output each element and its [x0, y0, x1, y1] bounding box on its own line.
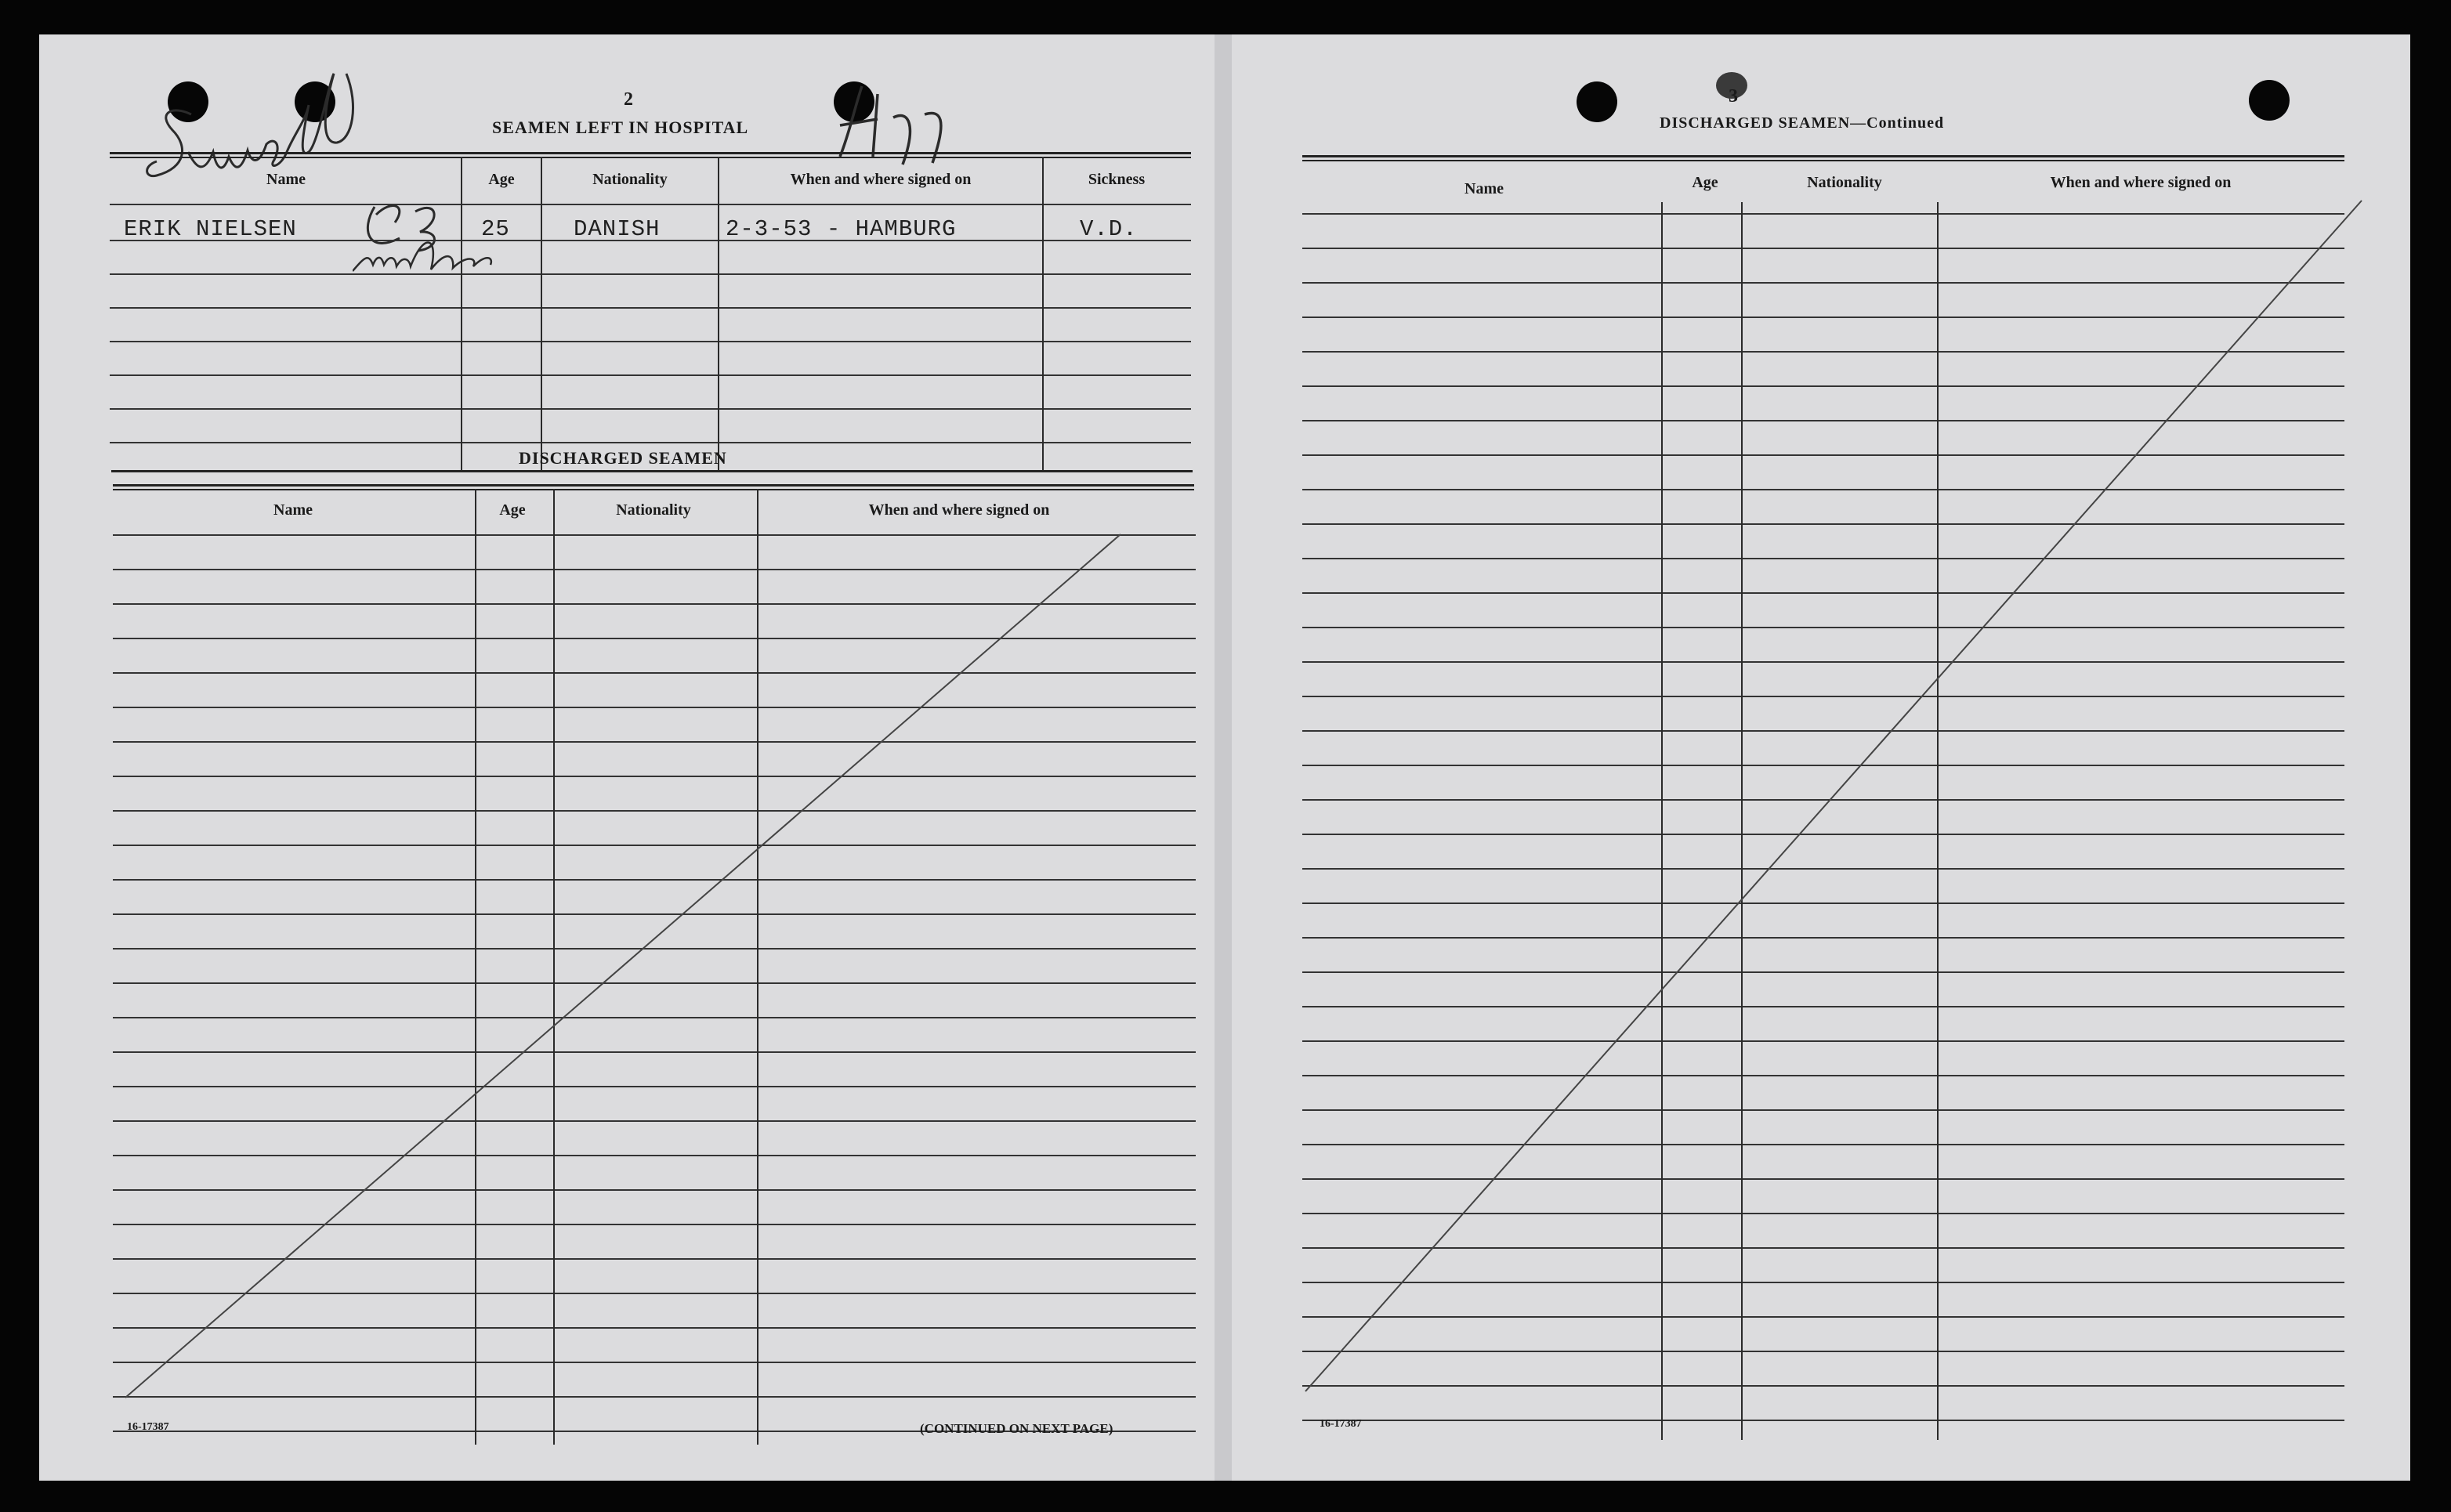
cancellation-stroke	[1232, 34, 2410, 1481]
hospital-section-title: SEAMEN LEFT IN HOSPITAL	[492, 118, 749, 137]
right-page	[1232, 34, 2410, 1481]
discharged-section-title: DISCHARGED SEAMEN	[519, 448, 727, 468]
hospital-row-signed-on: 2-3-53 - HAMBURG	[726, 216, 957, 242]
handwriting-text: Sunadale	[141, 58, 144, 59]
continued-header-name: Name	[1464, 180, 1504, 197]
form-number: 16-17387	[127, 1421, 169, 1433]
cancellation-stroke	[39, 34, 1215, 1481]
page-number: 2	[624, 89, 633, 110]
hospital-row-age: 25	[481, 216, 510, 242]
form-number: 16-17387	[1320, 1418, 1362, 1430]
discharged-header-signed-on: When and where signed on	[868, 501, 1050, 519]
hospital-row-name: ERIK NIELSEN	[124, 216, 297, 242]
page-gutter	[1215, 34, 1232, 1481]
continued-header-age: Age	[1692, 174, 1718, 191]
page-number: 3	[1729, 86, 1738, 107]
continued-note: (CONTINUED ON NEXT PAGE)	[920, 1421, 1113, 1436]
discharged-header-name: Name	[273, 501, 313, 519]
continued-header-signed-on: When and where signed on	[2050, 174, 2232, 191]
discharged-header-nationality: Nationality	[616, 501, 691, 519]
hospital-row-sickness: V.D.	[1080, 216, 1138, 242]
column-header-sickness: Sickness	[1088, 171, 1146, 188]
left-page	[39, 34, 1215, 1481]
continued-header-nationality: Nationality	[1807, 174, 1882, 191]
discharged-header-age: Age	[499, 501, 526, 519]
column-header-signed-on: When and where signed on	[790, 171, 972, 188]
hospital-row-nationality: DANISH	[574, 216, 661, 242]
column-header-age: Age	[488, 171, 515, 188]
column-header-nationality: Nationality	[592, 171, 668, 188]
column-header-name: Name	[266, 171, 306, 188]
discharged-continued-title: DISCHARGED SEAMEN—Continued	[1660, 114, 1945, 132]
